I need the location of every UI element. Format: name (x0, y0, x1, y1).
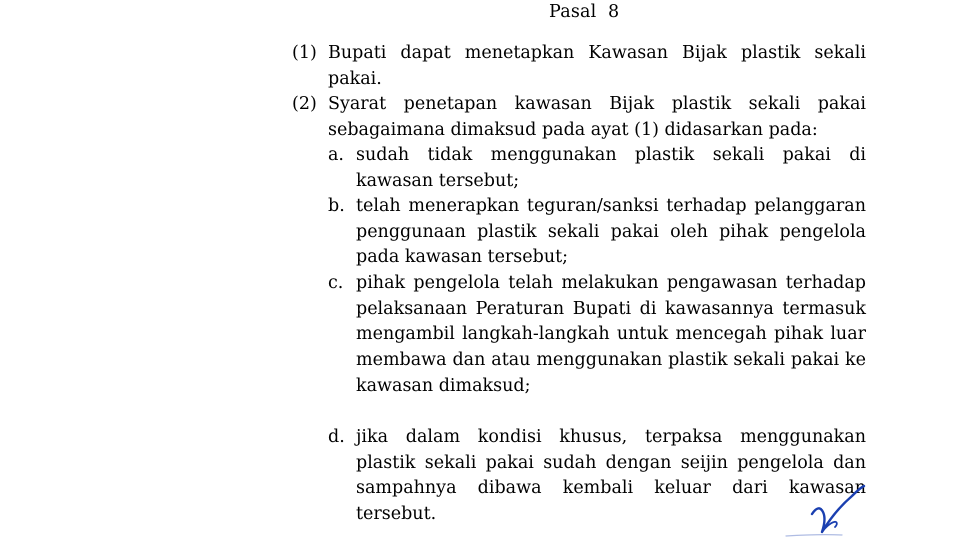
list-item-text: sudah tidak menggunakan plastik sekali pakai di kawasan tersebut; (356, 145, 866, 191)
list-item-text: jika dalam kondisi khusus, terpaksa menggunakan plastik sekali pakai sudah dengan seijin pengelola dan sampahnya dibawa kembali keluar dari kawasan tersebut. (356, 427, 866, 525)
ayat-1 (292, 41, 866, 92)
list-item-c (328, 271, 866, 400)
paraf-stroke (812, 486, 864, 532)
list-item-text: telah menerapkan teguran/sanksi terhadap pelanggaran penggunaan plastik sekali pakai oleh pihak pengelola pada kawasan tersebut; (356, 196, 866, 268)
list-item-letter: b. (328, 196, 345, 216)
ayat-number: (1) (292, 43, 317, 63)
ayat-number: (2) (292, 94, 317, 114)
article-heading: Pasal 8 (549, 2, 620, 22)
ayat-text: Syarat penetapan kawasan Bijak plastik sekali pakai sebagaimana dimaksud pada ayat (1) didasarkan pada: (328, 94, 866, 140)
ayat-2 (292, 92, 866, 143)
list-item-text: pihak pengelola telah melakukan pengawasan terhadap pelaksanaan Peraturan Bupati di kawasannya termasuk mengambil langkah-langkah untuk mencegah pihak luar membawa dan atau menggunakan plastik sekali pakai ke kawasan dimaksud; (356, 273, 866, 396)
list-item-letter: d. (328, 427, 345, 447)
list-item-a (328, 143, 866, 194)
paraf-underline (786, 535, 842, 536)
list-item-letter: c. (328, 273, 344, 293)
paraf-signature (782, 478, 882, 537)
list-item-letter: a. (328, 145, 344, 165)
list-item-b (328, 194, 866, 271)
ayat-text: Bupati dapat menetapkan Kawasan Bijak plastik sekali pakai. (328, 43, 866, 89)
